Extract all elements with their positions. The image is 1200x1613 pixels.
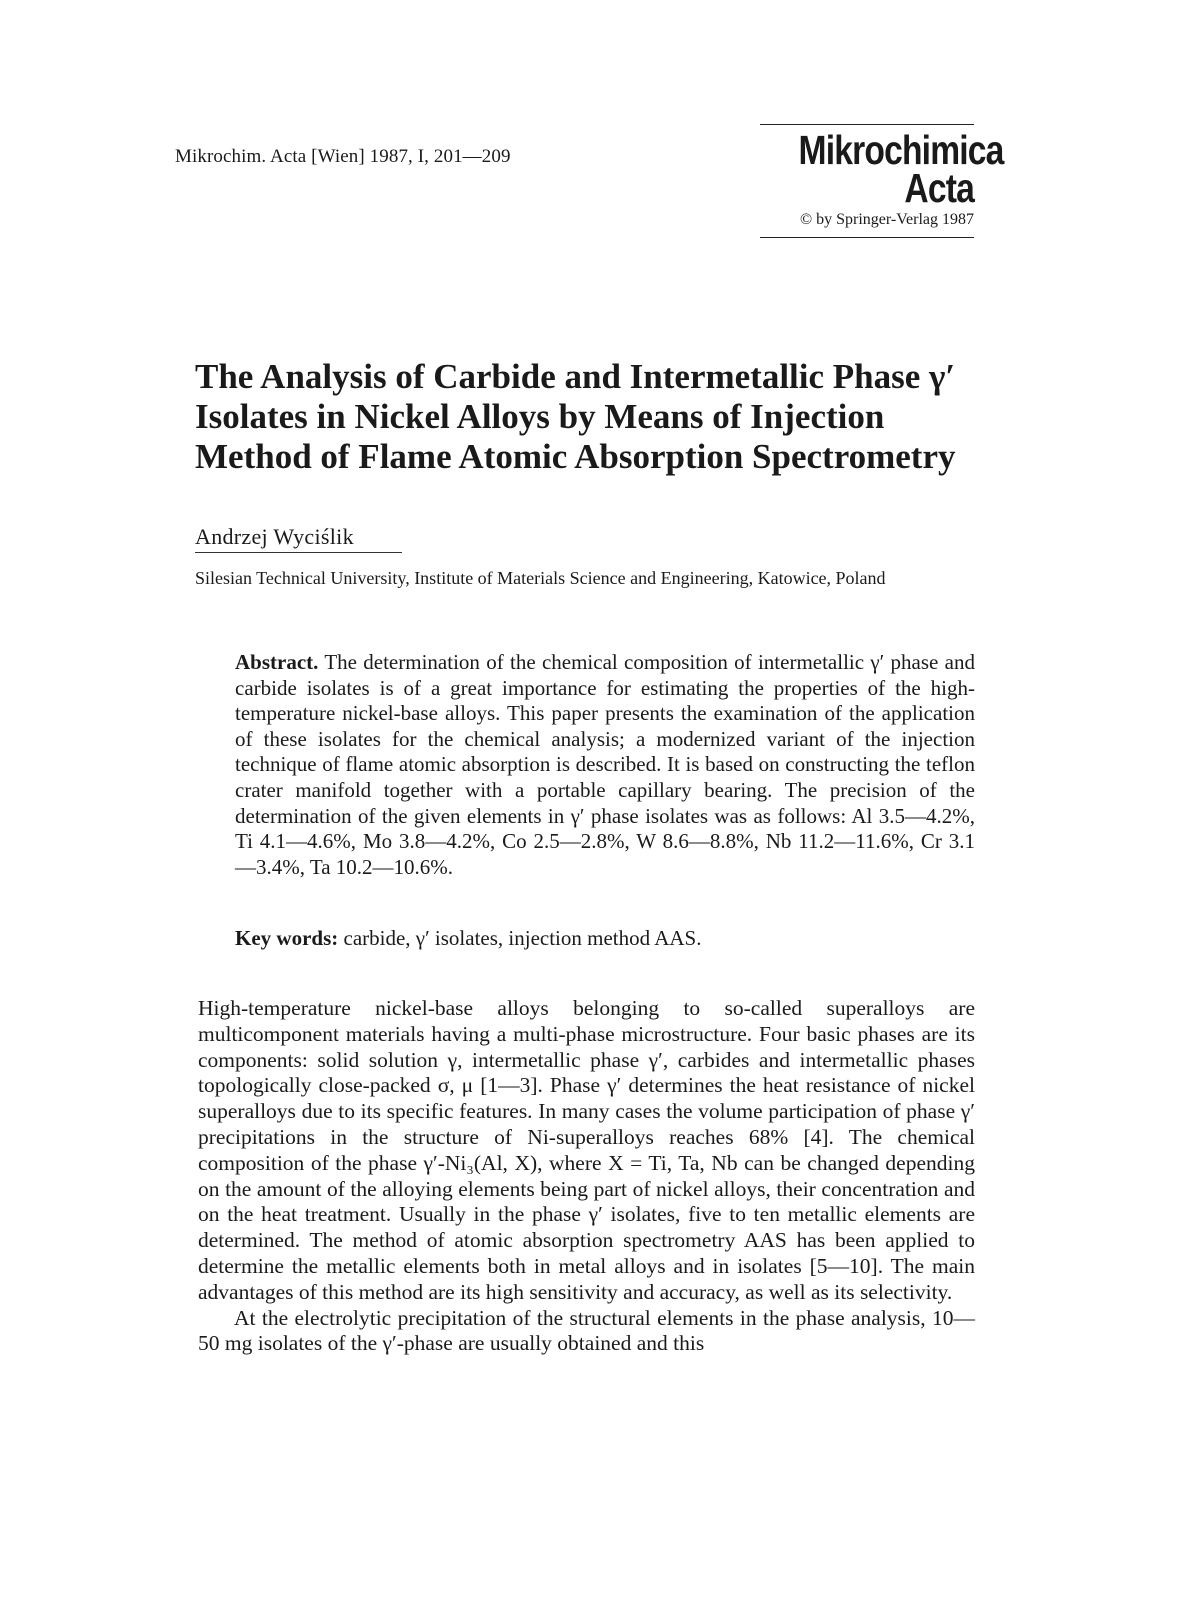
logo-top-rule: [760, 124, 974, 125]
journal-logo-title: Mikrochimica: [798, 127, 1004, 173]
abstract-label: Abstract.: [235, 650, 319, 674]
journal-logo-block: [760, 124, 1004, 238]
author-affiliation: Silesian Technical University, Institute of Materials Science and Engineering, Katowice, Poland: [195, 568, 886, 588]
keywords-label: Key words:: [235, 926, 339, 950]
author-name: Andrzej Wyciślik: [195, 524, 402, 553]
keywords: [235, 925, 975, 951]
logo-bottom-rule: [760, 237, 974, 238]
journal-citation: Mikrochim. Acta [Wien] 1987, I, 201—209: [175, 146, 511, 167]
abstract-text: The determination of the chemical composition of intermetallic γ′ phase and carbide isolates is of a great importance for estimating the properties of the high-temperature nickel-base alloys. This paper presents the examination of the application of these isolates for the chemical analysis; a modernized variant of the injection technique of flame atomic absorption is described. It is based on constructing the teflon crater manifold together with a portable capillary bearing. The precision of the determination of the given elements in γ′ phase isolates was as follows: Al 3.5—4.2%, Ti 4.1—4.6%, Mo 3.8—4.2%, Co 2.5—2.8%, W 8.6—8.8%, Nb 11.2—11.6%, Cr 3.1—3.4%, Ta 10.2—10.6%.: [235, 650, 975, 879]
body-text: [198, 996, 975, 1357]
journal-logo-subtitle: Acta: [904, 165, 974, 211]
article-title: The Analysis of Carbide and Intermetallic Phase γ′ Isolates in Nickel Alloys by Means of Injection Method of Flame Atomic Absorption Spectrometry: [195, 357, 956, 476]
keywords-text: carbide, γ′ isolates, injection method AAS.: [343, 926, 702, 950]
body-paragraph-1: High-temperature nickel-base alloys belonging to so-called superalloys are multicomponent materials having a multi-phase microstructure. Four basic phases are its components: solid solution γ, intermetallic phase γ′, carbides and intermetallic phases topologically close-packed σ, μ [1—3]. Phase γ′ determines the heat resistance of nickel superalloys due to its specific features. In many cases the volume participation of phase γ′ precipitations in the structure of Ni-superalloys reaches 68% [4]. The chemical composition of the phase γ′-Ni₃(Al, X), where X = Ti, Ta, Nb can be changed depending on the amount of the alloying elements being part of nickel alloys, their concentration and on the heat treatment. Usually in the phase γ′ isolates, five to ten metallic elements are determined. The method of atomic absorption spectrometry AAS has been applied to determine the metallic elements both in metal alloys and in isolates [5—10]. The main advantages of this method are its high sensitivity and accuracy, as well as its selectivity.: [198, 996, 975, 1304]
abstract: [235, 650, 975, 880]
body-paragraph-2: At the electrolytic precipitation of the structural elements in the phase analysis, 10—50 mg isolates of the γ′-phase are usually obtained and this: [198, 1305, 975, 1356]
copyright-notice: © by Springer-Verlag 1987: [799, 211, 974, 228]
